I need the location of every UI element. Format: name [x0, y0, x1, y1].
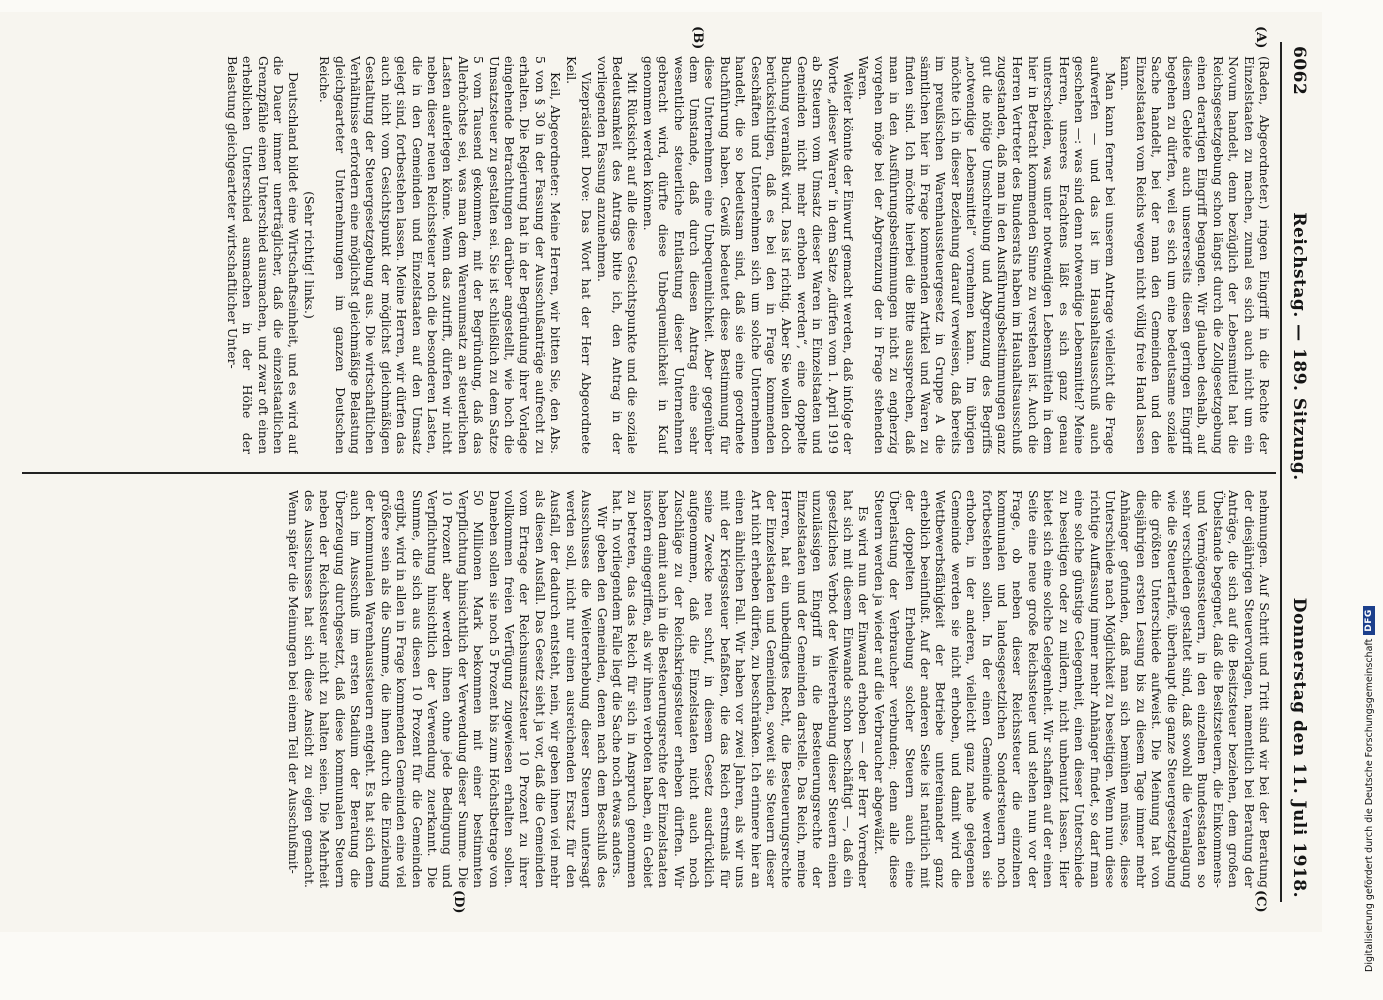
paragraph: Keil, Abgeordneter: Meine Herren, wir bitten Sie, den Abs. 5 von § 30 in der Fassung der Ausschußanträge aufrecht zu erhalten. Die Regierung hat in der Begründung ihrer Vorlage eingehende Betrachtungen darüber angestellt, wie hoch die Umsatzsteuer zu gestalten sei. Sie ist schließlich zu dem Satze 5 vom Tausend gekommen, mit der Begründung, daß das Allerhöchste sei, was man dem Warenumsatz an steuerlichen Lasten auferlegen könne. Wenn das zutrifft, dürfen wir nicht neben dieser neuen Reichssteuer noch die besonderen Lasten, die in den Gemeinden und Einzelstaaten auf den Umsatz gelegt sind, fortbestehen lassen. Meine Herren, wir dürfen das auch nicht vom Gesichtspunkt der möglichst gleichmäßigen Gestaltung der Steuergesetzgebung aus. Die wirtschaftlichen Verhältnisse erfordern eine möglichst gleichmäßige Belastung gleichgearteter Unternehmungen im ganzen Deutschen Reiche.	[317, 56, 564, 454]
paragraph: Mit Rücksicht auf alle diese Gesichtspunkte und die soziale Bedeutsamkeit des Antrags bitte ich, den Antrag in der vorliegenden Fassung anzunehmen.	[594, 56, 641, 454]
rotated-page-wrapper	[0, 12, 1322, 932]
digitization-credit	[1363, 606, 1375, 972]
paragraph: Weiter könnte der Einwurf gemacht werden, daß infolge der Worte „dieser Waren“ in dem Satze „dürfen vom 1. April 1919 ab Steuern vom Umsatz dieser Waren in Einzelstaaten und Gemeinden nicht mehr erhoben werden“, eine doppelte Buchung veranlaßt wird. Das ist richtig. Aber Sie wollen doch berücksichtigen, daß es bei den in Frage kommenden Geschäften und Unternehmen sich um solche Unternehmen handelt, die so bedeutsam sind, daß sie eine geordnete Buchführung haben. Gewiß bedeutet diese Bestimmung für diese Unternehmen eine Unbequemlichkeit. Aber gegenüber dem Umstande, daß durch diesen Antrag eine sehr wesentliche steuerliche Entlastung dieser Unternehmen gebracht wird, dürfte diese Unbequemlichkeit in Kauf genommen werden können.	[640, 56, 857, 454]
paragraph: Wir geben den Gemeinden, denen nach dem Beschluß des Ausschusses die Weitererhebung dieser Steuern untersagt werden soll, nicht nur einen ausreichenden Ersatz für den Ausfall, der dadurch entsteht, nein, wir geben ihnen viel mehr als diesen Ausfall. Das Gesetz sieht ja vor, daß die Gemeinden vom Ertrage der Reichsumsatzsteuer 10 Prozent zu ihrer vollkommen freien Verfügung zugewiesen erhalten sollen. Daneben sollen sie noch 5 Prozent bis zum Höchstbetrage von 50 Millionen Mark bekommen mit einer bestimmten Verpflichtung hinsichtlich der Verwendung dieser Summe. Die 10 Prozent aber werden ihnen ohne jede Bedingung und Verpflichtung hinsichtlich der Verwendung zuerkannt. Die Summe, die sich aus diesen 10 Prozent für die Gemeinden ergibt, wird in allen in Frage kommenden Gemeinden eine viel größere sein als die Summe, die ihnen durch die Einziehung der kommunalen Warenhaussteuern entgeht. Es hat sich denn auch im Ausschuß im ersten Stadium der Beratung die Überzeugung durchgesetzt, daß diese kommunalen Steuern neben der Reichssteuer nicht zu halten seien. Die Mehrheit des Ausschusses hat sich diese Ansicht zu eigen gemacht. Wenn später die Meinungen bei einem Teil der Ausschußmit-	[286, 490, 610, 888]
dfg-logo: DFG	[1363, 606, 1375, 635]
paragraph: Es wird nun der Einwand erhoben — der Herr Vorredner hat sich mit diesem Einwande schon beschäftigt —, daß ein gesetzliches Verbot der Weitererhebung dieser Steuern einen unzulässigen Eingriff in die Besteuerungsrechte der Einzelstaaten und der Gemeinden darstelle. Das Reich, meine Herren, hat ein unbedingtes Recht, die Besteuerungsrechte der Einzelstaaten und Gemeinden, soweit sie Steuern dieser Art nicht erheben dürfen, zu beschränken. Ich erinnere hier an einen ähnlichen Fall. Wir haben vor zwei Jahren, als wir uns mit der Kriegssteuer befaßten, die das Reich erstmals für seine Zwecke neu schuf, in diesem Gesetz ausdrücklich aufgenommen, daß die Einzelstaaten nicht auch noch Zuschläge zu der Reichskriegssteuer erheben dürften. Wir haben damit auch in die Besteuerungsrechte der Einzelstaaten insofern eingegriffen, als wir ihnen verboten haben, ein Gebiet zu betreten, das das Reich für sich in Anspruch genommen hat. In vorliegendem Falle liegt die Sache noch etwas anders.	[609, 490, 872, 888]
margin-marker-a: (A)	[1253, 26, 1268, 49]
margin-marker-b: (B)	[690, 26, 705, 50]
page-header	[1286, 46, 1312, 898]
paragraph: Deutschland bildet eine Wirtschaftseinheit, und es wird auf die Dauer immer unerträglicher, daß die einzelstaatlichen Grenzpfähle einen Unterschied ausmachen, und zwar oft einen erheblichen Unterschied ausmachen in der Höhe der Belastung gleichgearteter wirtschaftlicher Unter-	[224, 56, 302, 454]
session-title: Reichstag. — 189. Sitzung.	[1289, 212, 1309, 481]
paragraph: (Raden, Abgeordneter.) ringen Eingriff in die Rechte der Einzelstaaten zu machen, zumal es sich auch nicht um ein Novum handelt, denn bezüglich der Lebensmittel hat die Reichsgesetzgebung schon längst durch die Zollgesetzgebung einen derartigen Eingriff begangen. Wir glauben deshalb, auf diesem Gebiete auch unsererseits diesen geringen Eingriff begehen zu dürfen, weil es sich um eine bedeutsame soziale Sache handelt, bei der man den Gemeinden und den Einzelstaaten vom Reichs wegen nicht völlig freie Hand lassen kann.	[1118, 56, 1272, 454]
margin-marker-c: (C)	[1253, 890, 1268, 913]
interjection: (Sehr richtig! links.)	[301, 191, 317, 319]
margin-marker-d: (D)	[451, 890, 466, 914]
speaker-line: Vizepräsident Dove: Das Wort hat der Herr Abgeordnete Keil.	[563, 56, 595, 454]
header-rule	[1280, 42, 1282, 902]
paragraph: nehmungen. Auf Schritt und Tritt sind wir bei der Beratung der diesjährigen Steuervorlagen, namentlich bei Beratung der Anträge, die sich auf die Besitzsteuer beziehen, dem großen Übelstande begegnet, daß die Besitzsteuern, die Einkommens- und Vermögenssteuern, in den einzelnen Bundesstaaten so sehr verschieden gestaltet sind, daß sowohl die Veranlagung wie die Steuertarife, überhaupt die ganze Steuergesetzgebung die größten Unterschiede aufweist. Die Meinung hat von diesjährigen ersten Lesung bis zu diesem Tage immer mehr Anhänger gefunden, daß man sich bemühen müsse, diese Unterschiede nach Möglichkeit zu beseitigen. Wenn nun diese richtige Auffassung immer mehr Anhänger findet, so darf man eine solche günstige Gelegenheit, einen dieser Unterschiede zu beseitigen oder zu mildern, nicht unbenutzt lassen. Hier bietet sich eine solche Gelegenheit. Wir schaffen auf der einen Seite eine neue große Reichssteuer und stehen nun vor der Frage, ob neben dieser Reichssteuer die einzelnen kommunalen und landesgesetzlichen Sondersteuern noch fortbestehen sollen. In der einen Gemeinde werden sie erhoben, in der anderen, vielleicht ganz nahe gelegenen Gemeinde werden sie nicht erhoben, und damit wird die Wettbewerbsfähigkeit der Betriebe untereinander ganz erheblich beeinflußt. Auf der anderen Seite ist natürlich mit der doppelten Erhebung solcher Steuern auch eine Überlastung der Verbraucher verbunden; denn alle diese Steuern werden ja wieder auf die Verbraucher abgewälzt.	[871, 490, 1272, 888]
right-column	[22, 490, 1272, 888]
digitization-note: Digitalisierung gefördert durch die Deutsche Forschungsgemeinschaft	[1363, 638, 1375, 972]
column-divider	[22, 472, 1276, 474]
document-page	[0, 12, 1322, 932]
page-number: 6062	[1289, 46, 1309, 96]
paragraph: Man kann ferner bei unserem Antrage vielleicht die Frage aufwerfen — und das ist im Haushaltsausschuß auch geschehen —: was sind denn notwendige Lebensmittel? Meine Herren, unseres Erachtens läßt es sich ganz genau unterscheiden, was unter notwendigen Lebensmitteln in dem hier in Betracht kommenden Sinne zu verstehen ist. Auch die Herren Vertreter des Bundesrats haben im Haushaltsausschuß zugestanden, daß man in den Ausführungsbestimmungen ganz gut die nötige Umschreibung und Abgrenzung des Begriffs „notwendige Lebensmittel“ vornehmen kann. Im übrigen möchte ich in dieser Beziehung darauf verweisen, daß bereits im preußischen Warenhaussteuergesetz in Gruppe A die sämtlichen hier in Frage kommenden Artikel und Waren zu finden sind. Ich möchte hierbei die Bitte aussprechen, daß man in den Ausführungsbestimmungen nicht zu engherzig vorgehen möge bei der Abgrenzung der in Frage stehenden Waren.	[856, 56, 1118, 454]
left-column	[22, 56, 1272, 454]
session-date: Donnerstag den 11. Juli 1918.	[1289, 597, 1309, 898]
